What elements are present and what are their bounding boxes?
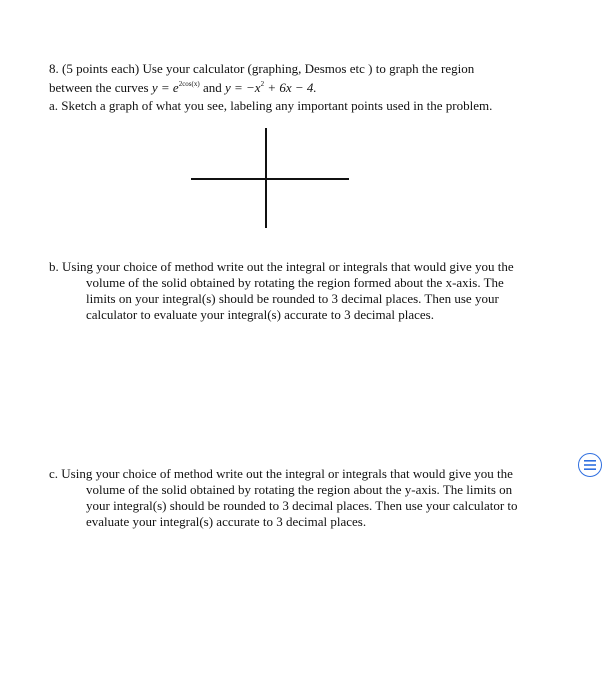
part-a-text: a. Sketch a graph of what you see, labeling any important points used in the problem. (49, 98, 493, 113)
part-c-line-1: c. Using your choice of method write out the integral or integrals that would give you the (49, 466, 513, 481)
part-b-line-4: calculator to evaluate your integral(s) accurate to 3 decimal places. (86, 307, 434, 322)
curve-2-formula: y = −x (224, 80, 261, 95)
curve-2-rest: + 6x − 4. (264, 80, 317, 95)
curve-1-exponent: 2cos(x) (178, 80, 200, 88)
part-b-line-3: limits on your integral(s) should be rounded to 3 decimal places. Then use your (86, 291, 499, 306)
intro-prefix: between the curves (49, 80, 152, 95)
curve-2-exponent: 2 (260, 80, 265, 88)
problem-intro-line-2 (49, 80, 317, 98)
curve-1-formula: y = e (151, 80, 179, 95)
menu-lines-icon (584, 460, 596, 470)
side-menu-button[interactable] (578, 453, 602, 477)
part-b-line-2: volume of the solid obtained by rotating the region formed about the x-axis. The (86, 275, 504, 290)
part-c-line-4: evaluate your integral(s) accurate to 3 decimal places. (86, 514, 367, 529)
part-b-line-1: b. Using your choice of method write out the integral or integrals that would give you the (49, 259, 514, 274)
part-c-line-2: volume of the solid obtained by rotating the region about the y-axis. The limits on (86, 482, 513, 497)
sketch-y-axis (265, 128, 267, 228)
problem-intro-line-1: 8. (5 points each) Use your calculator (graphing, Desmos etc ) to graph the region (49, 61, 475, 76)
sketch-x-axis (191, 178, 349, 180)
part-c-line-3: your integral(s) should be rounded to 3 decimal places. Then use your calculator to (86, 498, 518, 513)
intro-and: and (199, 80, 225, 95)
